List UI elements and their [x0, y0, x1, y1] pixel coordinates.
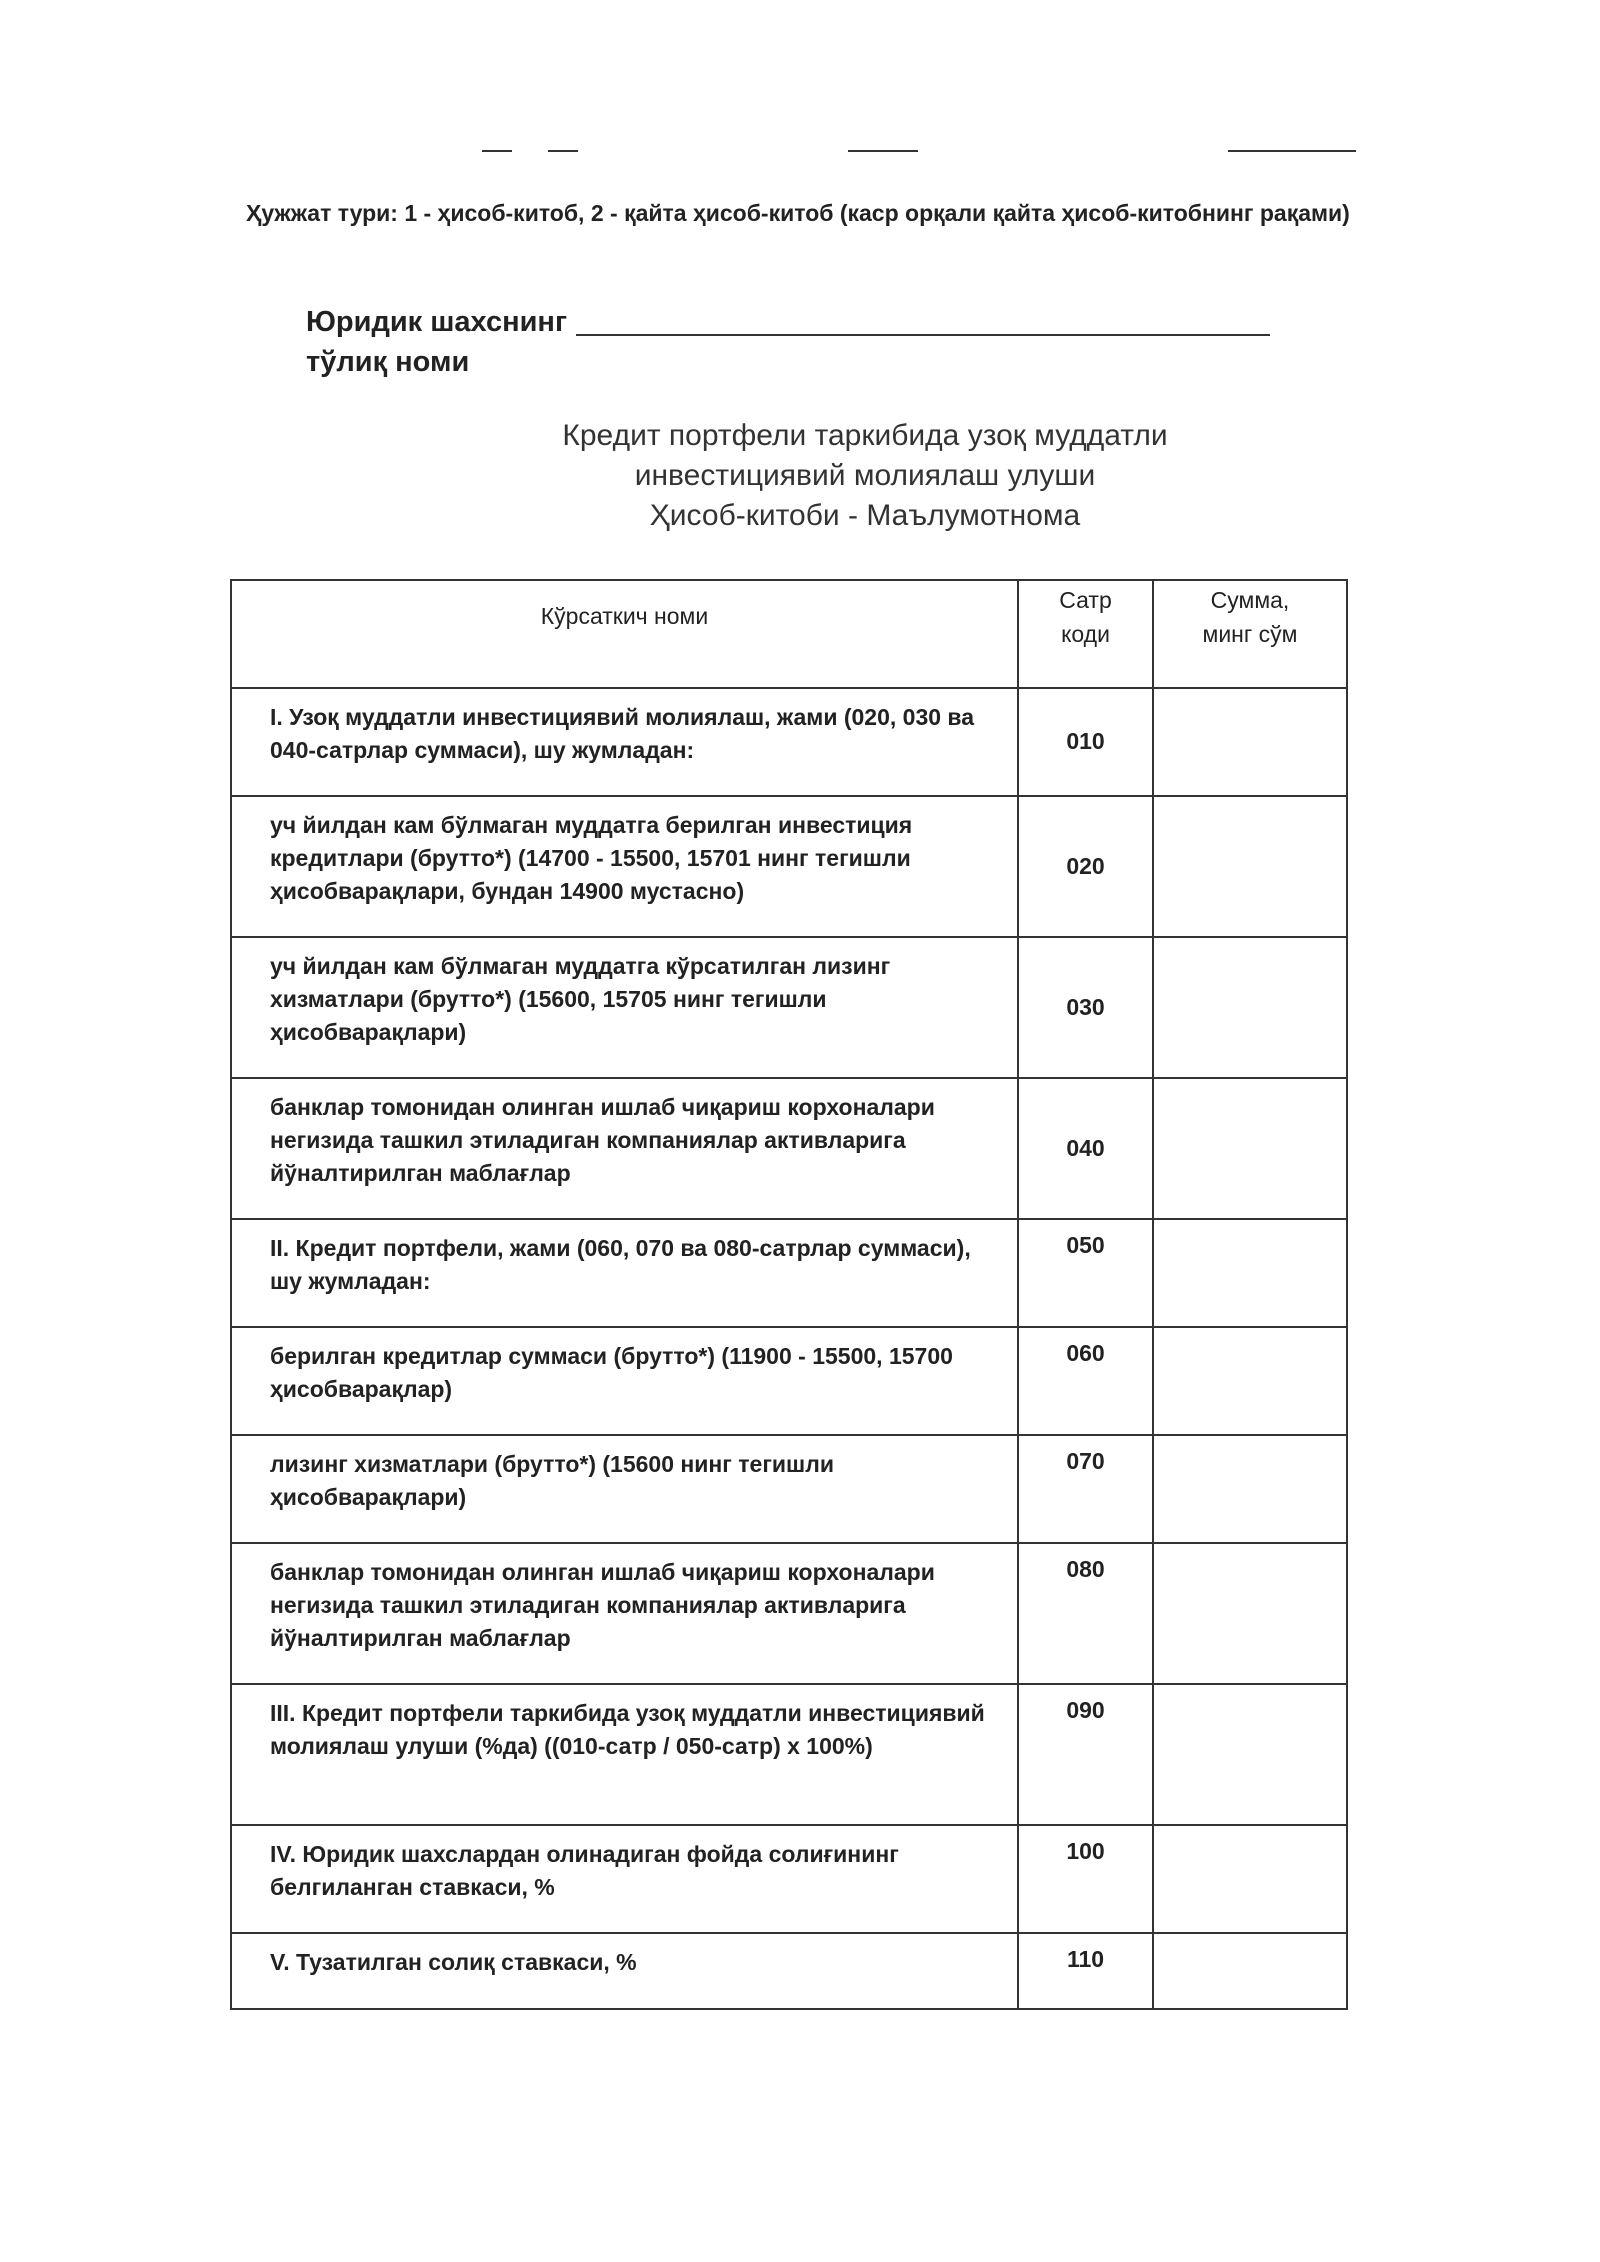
report-table [230, 579, 1348, 2010]
table-row [231, 1435, 1347, 1543]
entity-name-label [306, 302, 567, 382]
row-amount-cell[interactable] [1153, 1684, 1347, 1825]
row-amount-cell[interactable] [1153, 1078, 1347, 1219]
table-row [231, 1825, 1347, 1933]
row-line-code: 110 [1018, 1933, 1153, 2009]
document-number-blank[interactable] [1228, 150, 1356, 152]
row-line-code: 030 [1018, 937, 1153, 1078]
row-line-code: 080 [1018, 1543, 1153, 1684]
date-day-blank[interactable] [482, 150, 512, 152]
row-amount-cell[interactable] [1153, 1219, 1347, 1327]
title-line3: Ҳисоб-китоби - Маълумотнома [649, 499, 1081, 532]
table-row [231, 937, 1347, 1078]
entity-name-field[interactable] [576, 334, 1270, 336]
table-row [231, 1078, 1347, 1219]
row-amount-cell[interactable] [1153, 1435, 1347, 1543]
row-indicator-name: III. Кредит портфели таркибида узоқ муддатли инвестициявий молиялаш улуши (%да) ((010-сатр / 050-сатр) х 100%) [231, 1684, 1018, 1825]
row-line-code: 010 [1018, 688, 1153, 796]
row-indicator-name: лизинг хизматлари (брутто*) (15600 нинг тегишли ҳисобварақлари) [231, 1435, 1018, 1543]
row-line-code: 040 [1018, 1078, 1153, 1219]
row-indicator-name: II. Кредит портфели, жами (060, 070 ва 080-сатрлар суммаси), шу жумладан: [231, 1219, 1018, 1327]
title-line2: инвестициявий молиялаш улуши [634, 459, 1096, 492]
row-indicator-name: уч йилдан кам бўлмаган муддатга берилган инвестиция кредитлари (брутто*) (14700 - 15500, 15701 нинг тегишли ҳисобварақлари, бундан 14900 мустасно) [231, 796, 1018, 937]
row-line-code: 090 [1018, 1684, 1153, 1825]
row-indicator-name: банклар томонидан олинган ишлаб чиқариш корхоналари негизида ташкил этиладиган компаниялар активларига йўналтирилган маблағлар [231, 1078, 1018, 1219]
row-amount-cell[interactable] [1153, 1933, 1347, 2009]
row-indicator-name: берилган кредитлар суммаси (брутто*) (11900 - 15500, 15700 ҳисобварақлар) [231, 1327, 1018, 1435]
entity-label-line1: Юридик шахснинг [306, 306, 568, 338]
table-row [231, 1219, 1347, 1327]
row-indicator-name: IV. Юридик шахслардан олинадиган фойда солиғининг белгиланган ставкаси, % [231, 1825, 1018, 1933]
table-row [231, 796, 1347, 937]
row-amount-cell[interactable] [1153, 1825, 1347, 1933]
entity-label-line2: тўлиқ номи [306, 346, 470, 378]
row-amount-cell[interactable] [1153, 796, 1347, 937]
table-row [231, 1684, 1347, 1825]
row-amount-cell[interactable] [1153, 1327, 1347, 1435]
row-line-code: 070 [1018, 1435, 1153, 1543]
title-line1: Кредит портфели таркибида узоқ муддатли [562, 419, 1168, 452]
row-indicator-name: V. Тузатилган солиқ ставкаси, % [231, 1933, 1018, 2009]
row-indicator-name: I. Узоқ муддатли инвестициявий молиялаш, жами (020, 030 ва 040-сатрлар суммаси), шу жумладан: [231, 688, 1018, 796]
table-row [231, 1327, 1347, 1435]
row-amount-cell[interactable] [1153, 688, 1347, 796]
table-header-row [231, 580, 1347, 688]
table-row [231, 1933, 1347, 2009]
header-line-code: Сатр коди [1018, 580, 1153, 688]
document-type-note: Ҳужжат тури: 1 - ҳисоб-китоб, 2 - қайта ҳисоб-китоб (каср орқали қайта ҳисоб-китобнинг рақами) [246, 200, 1350, 226]
row-line-code: 100 [1018, 1825, 1153, 1933]
row-line-code: 020 [1018, 796, 1153, 937]
header-amount: Сумма, минг сўм [1153, 580, 1347, 688]
header-indicator-name: Кўрсаткич номи [231, 580, 1018, 688]
row-indicator-name: банклар томонидан олинган ишлаб чиқариш корхоналари негизида ташкил этиладиган компаниялар активларига йўналтирилган маблағлар [231, 1543, 1018, 1684]
row-amount-cell[interactable] [1153, 937, 1347, 1078]
table-row [231, 688, 1347, 796]
row-amount-cell[interactable] [1153, 1543, 1347, 1684]
row-indicator-name: уч йилдан кам бўлмаган муддатга кўрсатилган лизинг хизматлари (брутто*) (15600, 15705 нинг тегишли ҳисобварақлари) [231, 937, 1018, 1078]
date-month-blank[interactable] [548, 150, 578, 152]
row-line-code: 050 [1018, 1219, 1153, 1327]
row-line-code: 060 [1018, 1327, 1153, 1435]
table-row [231, 1543, 1347, 1684]
date-year-blank[interactable] [848, 150, 918, 152]
report-title [420, 416, 1310, 536]
